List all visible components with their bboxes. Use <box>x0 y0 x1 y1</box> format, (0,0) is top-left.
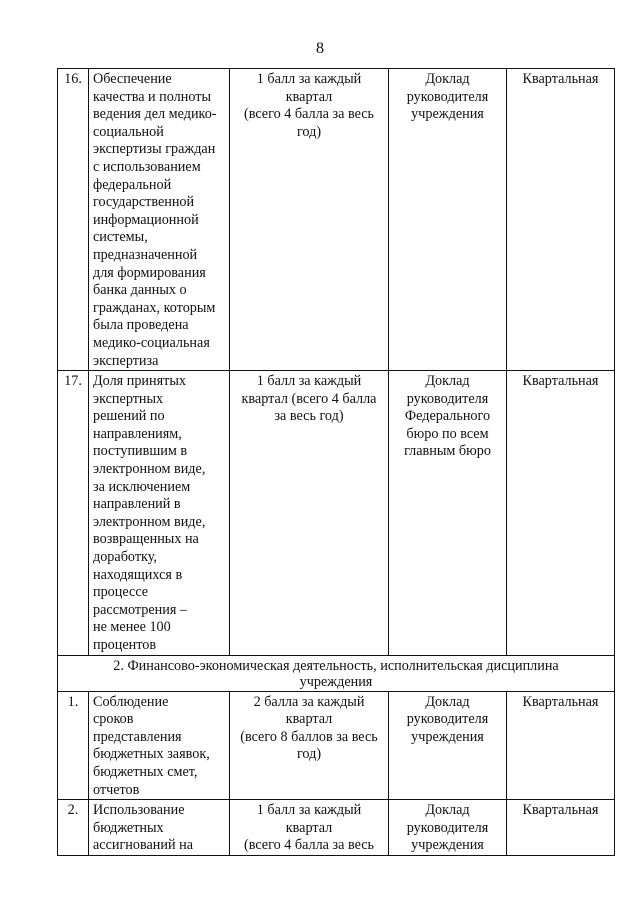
indicator-line: бюджетных смет, <box>93 763 198 780</box>
table-row <box>58 691 615 800</box>
indicator-line: ассигнований на <box>93 837 194 854</box>
period-cell <box>507 691 615 800</box>
indicator-line: была проведена <box>93 317 189 334</box>
section-title-line: учреждения <box>299 673 373 690</box>
table-row <box>58 800 615 856</box>
indicator-line: решений по <box>93 408 165 425</box>
period-line: Квартальная <box>522 693 599 710</box>
source-cell <box>389 691 507 800</box>
score-line: 2 балла за каждый <box>253 693 365 710</box>
source-line: Федерального <box>404 408 491 425</box>
score-line: год) <box>296 123 322 140</box>
page-number: 8 <box>316 40 324 57</box>
source-line: учреждения <box>411 728 484 745</box>
indicator-line: Соблюдение <box>93 693 169 710</box>
indicator-line: информационной <box>93 211 199 228</box>
indicator-line: предназначенной <box>93 246 198 263</box>
score-cell <box>230 371 389 656</box>
section-header-row <box>58 655 615 691</box>
score-line: за весь год) <box>274 408 344 425</box>
indicator-line: рассмотрения – <box>93 601 187 618</box>
source-cell <box>389 371 507 656</box>
indicator-line: с использованием <box>93 158 201 175</box>
indicator-line: банка данных о <box>93 282 187 299</box>
indicator-line: Доля принятых <box>93 373 186 390</box>
source-line: бюро по всем <box>406 425 489 442</box>
indicator-line: медико-социальная <box>93 334 210 351</box>
score-line: квартал <box>285 819 333 836</box>
table-row <box>58 371 615 656</box>
indicator-line: отчетов <box>93 781 140 798</box>
score-line: квартал (всего 4 балла <box>241 390 377 407</box>
indicator-line: доработку, <box>93 549 157 566</box>
source-line: Доклад <box>425 373 470 390</box>
indicator-line: Использование <box>93 802 185 819</box>
score-line: (всего 8 баллов за весь <box>240 728 378 745</box>
source-line: руководителя <box>406 390 489 407</box>
score-cell <box>230 69 389 371</box>
source-line: Доклад <box>425 802 470 819</box>
indicator-line: не менее 100 <box>93 619 171 636</box>
source-line: руководителя <box>406 88 489 105</box>
score-cell <box>230 691 389 800</box>
row-number <box>58 69 89 371</box>
row-number <box>58 371 89 656</box>
period-line: Квартальная <box>522 802 599 819</box>
source-cell <box>389 800 507 856</box>
indicator-line: электронном виде, <box>93 513 206 530</box>
period-cell <box>507 371 615 656</box>
indicator-cell <box>89 69 230 371</box>
period-cell <box>507 69 615 371</box>
score-line: 1 балл за каждый <box>256 373 362 390</box>
indicator-line: за исключением <box>93 478 191 495</box>
indicator-cell <box>89 371 230 656</box>
period-cell <box>507 800 615 856</box>
indicator-line: экспертизы граждан <box>93 141 216 158</box>
score-cell <box>230 800 389 856</box>
criteria-table <box>57 68 615 856</box>
score-line: квартал <box>285 711 333 728</box>
row-number <box>58 691 89 800</box>
source-line: руководителя <box>406 819 489 836</box>
row-number-text: 17. <box>64 373 82 390</box>
source-line: учреждения <box>411 106 484 123</box>
indicator-line: возвращенных на <box>93 531 199 548</box>
indicator-line: социальной <box>93 123 164 140</box>
table-row <box>58 69 615 371</box>
source-line: учреждения <box>411 837 484 854</box>
indicator-line: качества и полноты <box>93 88 211 105</box>
indicator-line: процентов <box>93 637 157 653</box>
indicator-line: направлений в <box>93 496 181 513</box>
indicator-line: представления <box>93 728 182 745</box>
indicator-line: находящихся в <box>93 566 183 583</box>
row-number <box>58 800 89 856</box>
indicator-line: системы, <box>93 229 148 246</box>
row-number-text: 2. <box>67 802 79 819</box>
period-line: Квартальная <box>522 373 599 390</box>
indicator-line: гражданах, которым <box>93 299 216 316</box>
indicator-line: сроков <box>93 711 134 728</box>
indicator-line: Обеспечение <box>93 71 172 87</box>
score-line: (всего 4 балла за весь <box>244 837 374 854</box>
indicator-line: федеральной <box>93 176 172 193</box>
indicator-line: электронном виде, <box>93 461 206 478</box>
indicator-line: ведения дел медико- <box>93 106 217 123</box>
indicator-line: экспертиза <box>93 352 159 369</box>
score-line: 1 балл за каждый <box>256 802 362 819</box>
section-title-line: 2. Финансово-экономическая деятельность, исполнительская дисциплина <box>113 657 559 674</box>
indicator-cell <box>89 800 230 856</box>
indicator-line: направлениям, <box>93 425 182 442</box>
source-line: главным бюро <box>404 443 491 460</box>
source-line: Доклад <box>425 71 470 87</box>
indicator-line: бюджетных <box>93 819 164 836</box>
source-line: руководителя <box>406 711 489 728</box>
indicator-line: для формирования <box>93 264 206 281</box>
source-line: Доклад <box>425 693 470 710</box>
score-line: квартал <box>285 88 333 105</box>
indicator-line: государственной <box>93 194 195 211</box>
section-title <box>58 655 615 691</box>
row-number-text: 16. <box>64 71 82 87</box>
score-line: (всего 4 балла за весь <box>244 106 374 123</box>
indicator-line: поступившим в <box>93 443 188 460</box>
indicator-line: процессе <box>93 584 149 601</box>
indicator-line: экспертных <box>93 390 164 407</box>
period-line: Квартальная <box>522 71 599 87</box>
row-number-text: 1. <box>67 693 79 710</box>
indicator-cell <box>89 691 230 800</box>
score-line: 1 балл за каждый <box>256 71 362 87</box>
source-cell <box>389 69 507 371</box>
score-line: год) <box>296 746 322 763</box>
indicator-line: бюджетных заявок, <box>93 746 210 763</box>
